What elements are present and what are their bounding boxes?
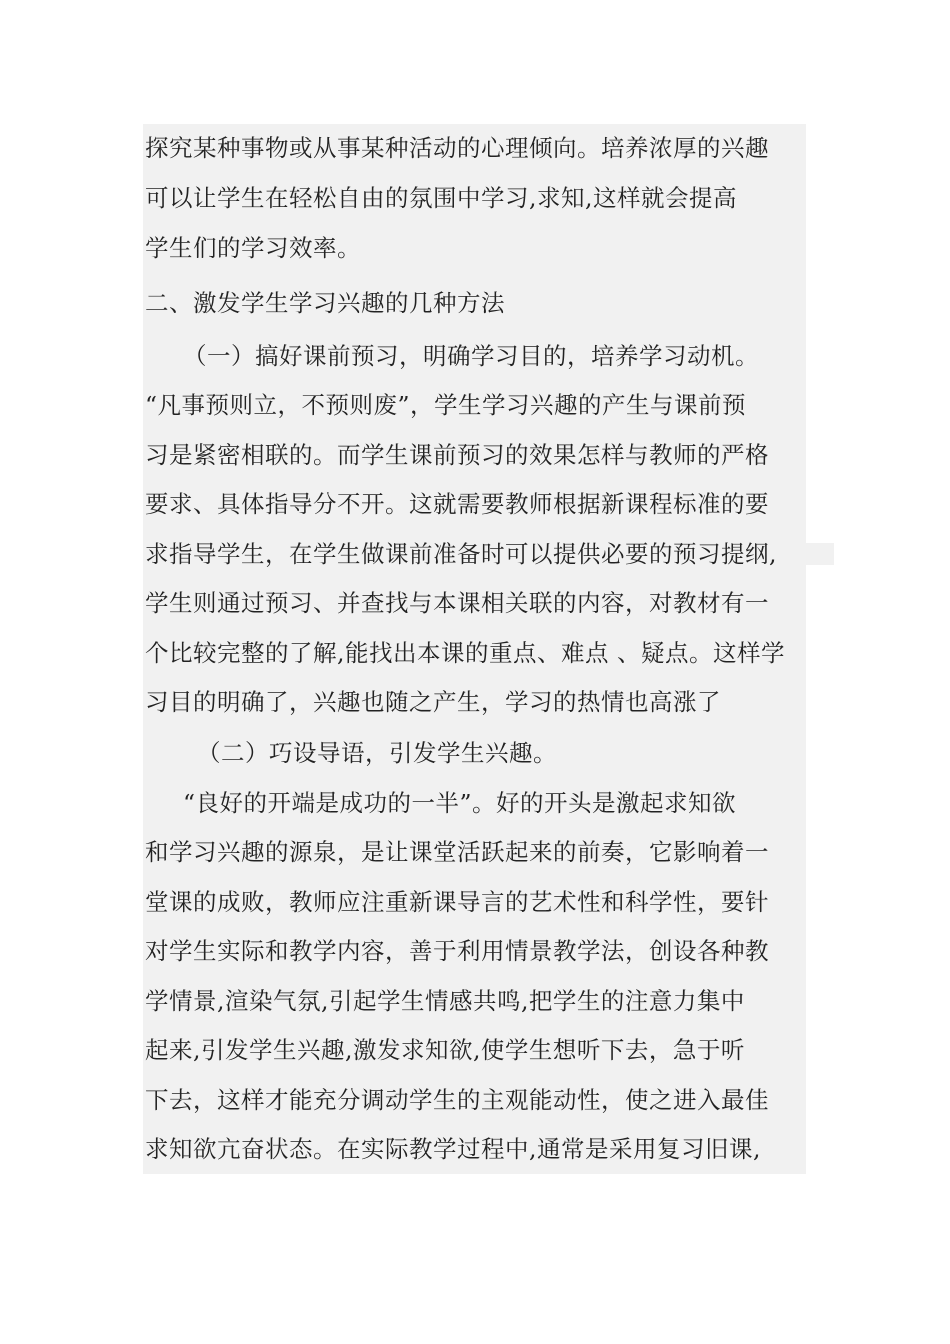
body-line: 习是紧密相联的。而学生课前预习的效果怎样与教师的严格 bbox=[145, 441, 769, 469]
body-line: 下去，这样才能充分调动学生的主观能动性，使之进入最佳 bbox=[145, 1086, 769, 1114]
body-line: 学情景,渲染气氛,引起学生情感共鸣,把学生的注意力集中 bbox=[145, 987, 745, 1015]
body-line: 学生则通过预习、并查找与本课相关联的内容，对教材有一 bbox=[145, 589, 769, 617]
body-line: 个比较完整的了解,能找出本课的重点、难点 、疑点。这样学 bbox=[145, 639, 785, 667]
section-heading: 二、激发学生学习兴趣的几种方法 bbox=[145, 289, 505, 317]
body-line: 求指导学生，在学生做课前准备时可以提供必要的预习提纲, bbox=[145, 540, 777, 568]
body-line: “良好的开端是成功的一半”。好的开头是激起求知欲 bbox=[183, 789, 737, 817]
body-line: 堂课的成败，教师应注重新课导言的艺术性和科学性，要针 bbox=[145, 888, 769, 916]
body-line: 探究某种事物或从事某种活动的心理倾向。培养浓厚的兴趣 bbox=[145, 134, 769, 162]
body-line: 求知欲亢奋状态。在实际教学过程中,通常是采用复习旧课, bbox=[145, 1135, 761, 1163]
body-line: 起来,引发学生兴趣,激发求知欲,使学生想听下去，急于听 bbox=[145, 1036, 745, 1064]
body-line: 习目的明确了，兴趣也随之产生，学习的热情也高涨了 bbox=[145, 688, 721, 716]
subsection-heading: （一）搞好课前预习，明确学习目的，培养学习动机。 bbox=[183, 342, 759, 370]
body-line: 可以让学生在轻松自由的氛围中学习,求知,这样就会提高 bbox=[145, 184, 737, 212]
body-line: 对学生实际和教学内容，善于利用情景教学法，创设各种教 bbox=[145, 937, 769, 965]
text-highlight-extension bbox=[806, 543, 834, 565]
body-line: 要求、具体指导分不开。这就需要教师根据新课程标准的要 bbox=[145, 490, 769, 518]
body-line: 和学习兴趣的源泉，是让课堂活跃起来的前奏，它影响着一 bbox=[145, 838, 769, 866]
subsection-heading: （二）巧设导语，引发学生兴趣。 bbox=[197, 739, 557, 767]
body-line: “凡事预则立，不预则废”，学生学习兴趣的产生与课前预 bbox=[145, 391, 747, 419]
body-line: 学生们的学习效率。 bbox=[145, 234, 361, 262]
